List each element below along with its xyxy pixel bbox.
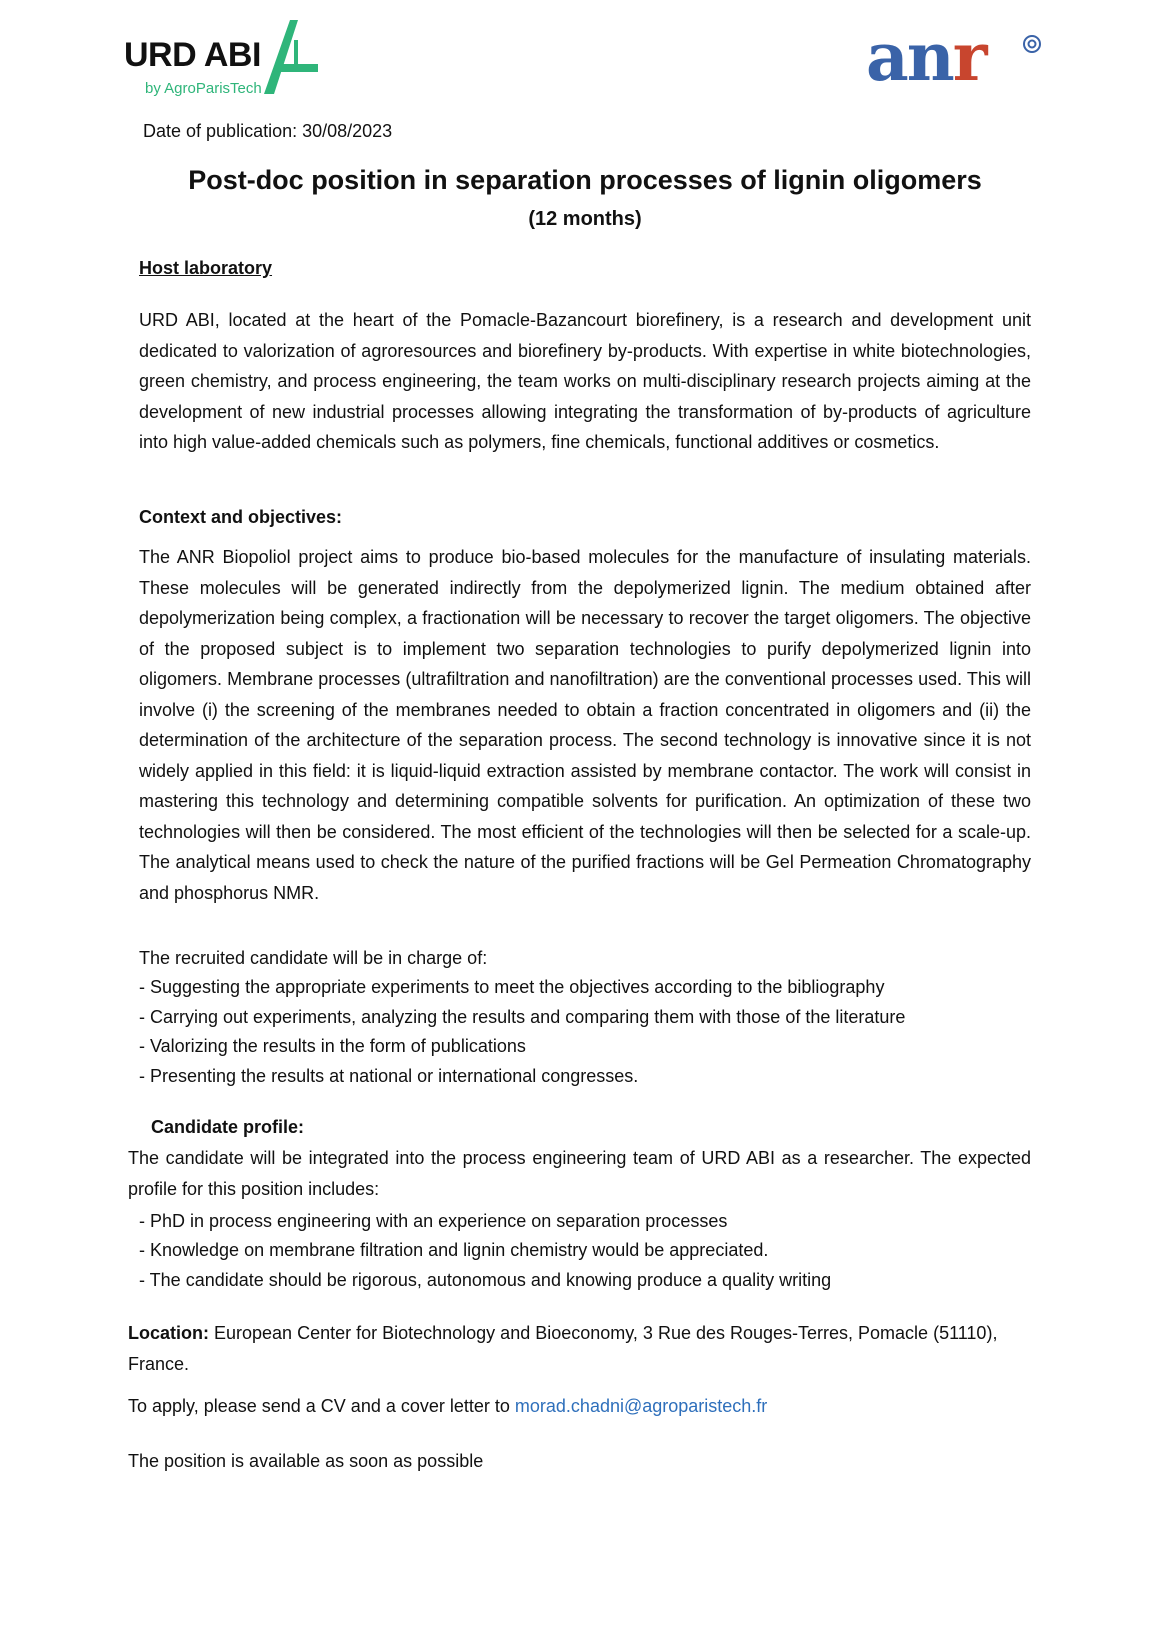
candidate-profile-paragraph: The candidate will be integrated into the process engineering team of URD ABI as a researcher. The expected profile for this position includes: — [128, 1148, 1031, 1199]
profile-item: - The candidate should be rigorous, autonomous and knowing produce a quality writing — [139, 1270, 832, 1290]
duty-item: - Carrying out experiments, analyzing the results and comparing them with those of the literature — [139, 1007, 906, 1027]
urd-abi-logo-text: URD ABI — [124, 36, 261, 74]
duties-intro: The recruited candidate will be in charge of: — [139, 948, 488, 968]
profile-item: - Knowledge on membrane filtration and lignin chemistry would be appreciated. — [139, 1240, 769, 1260]
host-laboratory-heading: Host laboratory — [139, 258, 273, 278]
page-subtitle: (12 months) — [528, 208, 642, 230]
registered-mark-icon — [1022, 34, 1042, 54]
anr-logo — [866, 18, 1046, 96]
contact-email-link[interactable]: morad.chadni@agroparistech.fr — [514, 1396, 768, 1416]
profile-item: - PhD in process engineering with an experience on separation processes — [139, 1211, 728, 1231]
location-paragraph — [128, 1318, 998, 1379]
urd-abi-logo-subtitle: by AgroParisTech — [145, 80, 262, 97]
location-text: European Center for Biotechnology and Bioeconomy, 3 Rue des Rouges-Terres, Pomacle (51110), France. — [128, 1323, 998, 1374]
anr-logo-text: anr — [866, 18, 986, 96]
publication-date: Date of publication: 30/08/2023 — [143, 121, 393, 141]
availability-note: The position is available as soon as possible — [128, 1451, 484, 1471]
apply-line — [128, 1391, 767, 1422]
context-paragraph: The ANR Biopoliol project aims to produce bio-based molecules for the manufacture of insulating materials. These molecules will be generated indirectly from the depolymerized lignin. The medium obtained after depolymerization being complex, a fractionation will be necessary to recover the target oligomers. The objective of the proposed subject is to implement two separation technologies to purify depolymerized lignin into oligomers. Membrane processes (ultrafiltration and nanofiltration) are the conventional processes used. This will involve (i) the screening of the membranes needed to obtain a fraction concentrated in oligomers and (ii) the determination of the architecture of the separation process. The second technology is innovative since it is not widely applied in this field: it is liquid-liquid extraction assisted by membrane contactor. The work will consist in mastering this technology and determining compatible solvents for purification. An optimization of these two technologies will then be considered. The most efficient of the technologies will then be selected for a scale-up. The analytical means used to check the nature of the purified fractions will be Gel Permeation Chromatography and phosphorus NMR. — [139, 547, 1031, 903]
urd-abi-a-mark-icon — [264, 20, 320, 96]
duty-item: - Valorizing the results in the form of publications — [139, 1036, 526, 1056]
context-heading: Context and objectives: — [139, 507, 343, 527]
urd-abi-logo — [124, 20, 324, 100]
apply-text: To apply, please send a CV and a cover letter to — [128, 1396, 515, 1416]
duty-item: - Suggesting the appropriate experiments to meet the objectives according to the bibliography — [139, 977, 885, 997]
page-title: Post-doc position in separation processes of lignin oligomers — [188, 165, 982, 195]
duty-item: - Presenting the results at national or international congresses. — [139, 1066, 639, 1086]
location-label: Location: — [128, 1323, 209, 1343]
host-laboratory-paragraph: URD ABI, located at the heart of the Pomacle-Bazancourt biorefinery, is a research and development unit dedicated to valorization of agroresources and biorefinery by-products. With expertise in white biotechnologies, green chemistry, and process engineering, the team works on multi-disciplinary research projects aiming at the development of new industrial processes allowing integrating the transformation of by-products of agriculture into high value-added chemicals such as polymers, fine chemicals, functional additives or cosmetics. — [139, 310, 1031, 452]
candidate-profile-heading: Candidate profile: — [151, 1117, 305, 1137]
